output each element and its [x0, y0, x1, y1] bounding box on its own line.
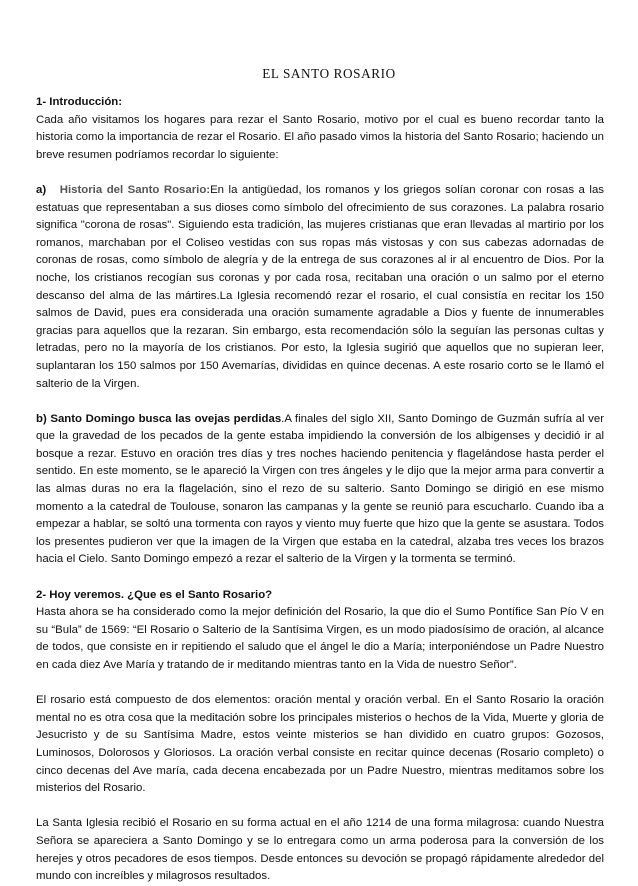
- section-2-paragraph-2: El rosario está compuesto de dos elementos: oración mental y oración verbal. En el Santo Rosario la oración mental no es otra cosa que la meditación sobre los principales misterios o hechos de la Vida, Muerte y gloria de Jesucristo y de su Santísima Madre, estos veinte misterios se han dividido en cuatro grupos: Gozosos, Luminosos, Dolorosos y Gloriosos. La oración verbal consiste en recitar quince decenas (Rosario completo) o cinco decenas del Ave maría, cada decena encabezada por un Padre Nuestro, mientras meditamos sobre los misterios del Rosario.: [36, 694, 604, 795]
- paragraph-gap: [36, 164, 604, 182]
- section-b-title: b) Santo Domingo busca las ovejas perdidas: [36, 412, 282, 425]
- section-1-text: Cada año visitamos los hogares para rezar el Santo Rosario, motivo por el cual es bueno recordar tanto la historia como la importancia de rezar el Rosario. El año pasado vimos la historia del Santo Rosario; haciendo un breve resumen podríamos recordar lo siguiente:: [36, 113, 604, 161]
- section-a-label: a): [36, 183, 47, 196]
- page-title: EL SANTO ROSARIO: [262, 66, 396, 81]
- section-a-paragraph: [36, 182, 604, 393]
- section-2-heading: 2- Hoy veremos. ¿Que es el Santo Rosario?: [36, 588, 273, 601]
- section-a-title: Historia del Santo Rosario:: [59, 183, 211, 196]
- paragraph-gap: [36, 798, 604, 816]
- section-1-heading: 1- Introducción:: [36, 96, 123, 108]
- paragraph-gap: [36, 569, 604, 587]
- section-b-text: .A finales del siglo XII, Santo Domingo de Guzmán sufría al ver que la gravedad de los pecados de la gente estaba impidiendo la conversión de los albigenses y decidió ir al bosque a rezar. Estuvo en oración tres días y tres noches haciendo penitencia y flagelándose hasta perder el sentido. En este momento, se le apareció la Virgen con tres ángeles y le dijo que la mejor arma para convertir a las almas duras no era la flagelación, sino el rezo de su salterio. Santo Domingo se dirigió en ese mismo momento a la catedral de Toulouse, sonaron las campanas y la gente se reunió para escucharlo. Cuando iba a empezar a hablar, se soltó una tormenta con rayos y viento muy fuerte que hizo que la gente se asustara. Todos los presentes pudieron ver que la imagen de la Virgen que estaba en la catedral, alzaba tres veces los brazos hacia el Cielo. Santo Domingo empezó a rezar el salterio de la Virgen y la tormenta se terminó.: [36, 412, 604, 566]
- section-a-text: En la antigüedad, los romanos y los griegos solían coronar con rosas a las estatuas que representaban a sus dioses como símbolo del ofrecimiento de sus corazones. La palabra rosario significa "corona de rosas". Siguiendo esta tradición, las mujeres cristianas que eran llevadas al martirio por los romanos, marchaban por el Coliseo vestidas con sus ropas más vistosas y con sus cabezas adornadas de coronas de rosas, como símbolo de alegría y de la entrega de sus corazones al ir al encuentro de Dios. Por la noche, los cristianos recogían sus coronas y por cada rosa, recitaban una oración o un salmo por el eterno descanso del alma de las mártires.La Iglesia recomendó rezar el rosario, el cual consistía en recitar los 150 salmos de David, pues era considerada una oración sumamente agradable a Dios y fuente de innumerables gracias para aquellos que la rezaran. Sin embargo, esta recomendación sólo la seguían las personas cultas y letradas, pero no la mayoría de los cristianos. Por esto, la Iglesia sugirió que aquellos que no supieran leer, suplantaran los 150 salmos por 150 Avemarías, divididas en quince decenas. A este rosario corto se le llamó el salterio de la Virgen.: [36, 183, 604, 390]
- paragraph-gap: [36, 675, 604, 693]
- section-2-paragraph-3: La Santa Iglesia recibió el Rosario en su forma actual en el año 1214 de una forma milagrosa: cuando Nuestra Señora se apareciera a Santo Domingo y se lo entregara como un arma poderosa para la conversión de los herejes y otros pecadores de esos tiempos. Desde entonces su devoción se propagó rápidamente alrededor del mundo con increíbles y milagrosos resultados.: [36, 817, 604, 883]
- section-b-paragraph: [36, 411, 604, 569]
- section-2-paragraph-1: Hasta ahora se ha considerado como la mejor definición del Rosario, la que dio el Sumo Pontífice San Pío V en su “Bula” de 1569: “El Rosario o Salterio de la Santísima Virgen, es un modo piadosísimo de oración, al alcance de todos, que consiste en ir repitiendo el saludo que el ángel le dio a María; interponiéndose un Padre Nuestro en cada diez Ave María y tratando de ir meditando mientras tanto en la Vida de nuestro Señor”.: [36, 606, 604, 671]
- paragraph-gap: [36, 393, 604, 411]
